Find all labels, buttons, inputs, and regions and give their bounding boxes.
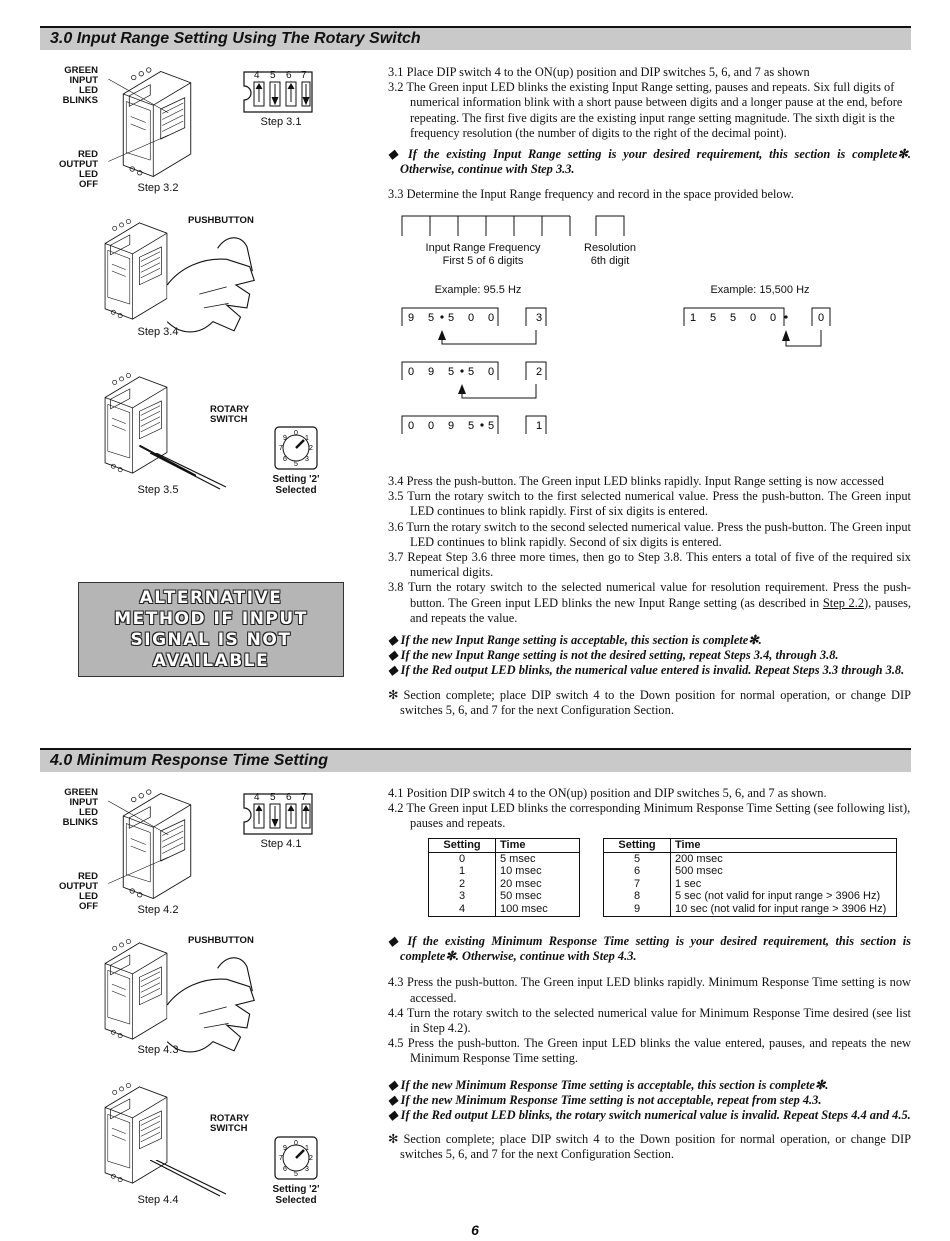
step-3-2-text: 3.2 The Green input LED blinks the existing Input Range setting, pauses and repeats. Six full digits of numerical information blink with a short pause between digits and a longer pause at the end, before repeating. The first five digits are the existing input range setting magnitude. The sixth digit is the frequency resolution (the number of digits to the right of the decimal point).	[388, 80, 903, 140]
section-3-note-2: ◆ If the new Input Range setting is acceptable, this section is complete✻.	[388, 633, 762, 648]
table-row	[429, 890, 579, 903]
example-1-diagram	[398, 304, 568, 440]
step-3-5-caption: Step 3.5	[137, 484, 179, 496]
digit-box: 5	[427, 312, 435, 324]
table-row	[429, 852, 579, 865]
time-cell: 5 sec (not valid for input range > 3906 Hz)	[675, 890, 881, 903]
time-cell: 200 msec	[675, 852, 723, 865]
step-4-1-text: 4.1 Position DIP switch 4 to the ON(up) position and DIP switches 5, 6, and 7 as shown.	[388, 786, 827, 800]
step-4-2-text: 4.2 The Green input LED blinks the corresponding Minimum Response Time Setting (see following list), pauses and repeats.	[388, 801, 911, 831]
example-2-label: Example: 15,500 Hz	[710, 284, 810, 296]
section-4-steps	[388, 934, 911, 1163]
step-4-4-caption: Step 4.4	[137, 1194, 179, 1206]
time-cell: 100 msec	[500, 902, 548, 915]
response-time-table-left: Setting Time 0 5 msec 1 10 msec 2 20 msec 3 50 msec 4 100 msec	[428, 838, 580, 917]
module-illustration-step-4-2	[92, 786, 222, 906]
svg-text:6: 6	[283, 456, 287, 463]
step-3-8-text: 3.8 Turn the rotary switch to the selected numerical value for resolution requirement. Press the push-button. The Green input LED blinks the new Input Range setting (as described in Step 2.2), pauses, and repeats the value.	[388, 580, 912, 625]
digit-box: 1	[689, 312, 697, 324]
digit-box: 5	[447, 312, 455, 324]
digit-box: 9	[407, 312, 415, 324]
example-2-row	[684, 308, 830, 326]
rotary-switch-caption: ROTARY SWITCH	[210, 404, 250, 425]
section-4-note-4: ◆ If the Red output LED blinks, the rotary switch numerical value is invalid. Repeat Steps 4.4 and 4.5.	[388, 1108, 911, 1123]
example-1-row-2	[402, 362, 546, 380]
hand-pressing-icon	[158, 230, 268, 340]
svg-text:2: 2	[309, 445, 313, 452]
decimal-point	[480, 423, 483, 426]
time-cell: 10 msec	[500, 865, 542, 878]
section-3-footnote: ✻ Section complete; place DIP switch 4 to the Down position for normal operation, or change DIP switches 5, 6, and 7 for the next Configuration Section.	[388, 687, 911, 717]
digit-box: 5	[487, 420, 495, 432]
section-3-header	[40, 26, 911, 50]
svg-text:0: 0	[294, 430, 298, 437]
svg-text:7: 7	[279, 445, 283, 452]
section-4-note-1: ◆ If the existing Minimum Response Time setting is your desired requirement, this section is complete✻. Otherwise, continue with Step 4.3.	[388, 934, 911, 964]
digit-box: 1	[535, 420, 543, 432]
digit-box: 9	[427, 366, 435, 378]
resolution-label: Resolution 6th digit	[584, 242, 636, 267]
response-time-table-right: Setting Time 5 200 msec 6 500 msec 7 1 sec 8 5 sec (not valid for input range > 3906 Hz) 9 10 sec (not valid for input range > 3906 Hz)	[603, 838, 897, 917]
green-led-caption-4: GREEN INPUT LED BLINKS	[62, 787, 98, 828]
setting-cell: 4	[429, 903, 496, 916]
step-4-5-text: 4.5 Press the push-button. The Green input LED blinks the value entered, pauses, and repeats the new Minimum Response Time setting.	[388, 1036, 911, 1066]
svg-text:1: 1	[305, 435, 309, 442]
svg-text:3: 3	[305, 1166, 309, 1173]
digit-box: 5	[467, 366, 475, 378]
setting-cell: 1	[429, 865, 496, 878]
example-1-row-1	[402, 308, 546, 326]
setting-cell: 3	[429, 890, 496, 903]
step-4-3-caption: Step 4.3	[137, 1044, 179, 1056]
step-3-1-text: 3.1 Place DIP switch 4 to the ON(up) position and DIP switches 5, 6, and 7 as shown	[388, 65, 810, 79]
decimal-point	[784, 315, 787, 318]
step-3-7-text: 3.7 Repeat Step 3.6 three more times, then go to Step 3.8. This enters a total of five of the required six numerical digits.	[388, 550, 911, 580]
alternative-method-box: ALTERNATIVE METHOD IF INPUT SIGNAL IS NOT AVAILABLE	[78, 582, 344, 677]
step-3-1-caption: Step 3.1	[260, 116, 302, 128]
shift-arrow	[782, 330, 821, 346]
rotary-switch-caption-4: ROTARY SWITCH	[210, 1113, 250, 1134]
svg-text:9: 9	[283, 435, 287, 442]
svg-text:6: 6	[283, 1166, 287, 1173]
step-2-2-link[interactable]: Step 2.2	[822, 595, 865, 610]
input-range-record-boxes	[398, 212, 638, 242]
step-4-1-caption: Step 4.1	[260, 838, 302, 850]
svg-text:5: 5	[294, 461, 298, 468]
module-illustration-step-3-2	[92, 64, 222, 184]
green-led-caption: GREEN INPUT LED BLINKS	[62, 65, 98, 106]
pushbutton-caption: PUSHBUTTON	[188, 215, 254, 226]
pushbutton-caption-4: PUSHBUTTON	[188, 935, 254, 946]
table-row	[429, 878, 579, 891]
digit-box: 0	[407, 366, 415, 378]
rotary-dial-icon-4	[274, 1136, 318, 1180]
section-4-title: 4.0 Minimum Response Time Setting	[50, 752, 328, 769]
rotary-dial-icon	[274, 426, 318, 470]
step-4-3-text: 4.3 Press the push-button. The Green input LED blinks rapidly. Minimum Response Time setting is now accessed.	[388, 975, 911, 1005]
step-3-6-text: 3.6 Turn the rotary switch to the second selected numerical value. Press the push-button. The Green input LED continues to blink rapidly. Second of six digits is entered.	[388, 519, 911, 549]
step-3-3-text: 3.3 Determine the Input Range frequency and record in the space provided below.	[388, 187, 794, 202]
svg-text:3: 3	[305, 456, 309, 463]
setting-cell: 9	[604, 903, 671, 916]
time-cell: 50 msec	[500, 890, 542, 903]
digit-box: 0	[769, 312, 777, 324]
input-range-frequency-label: Input Range Frequency First 5 of 6 digits	[425, 242, 541, 267]
section-3-note-3: ◆ If the new Input Range setting is not the desired setting, repeat Steps 3.4, through 3.8.	[388, 648, 839, 663]
digit-box: 5	[729, 312, 737, 324]
section-4-footnote: ✻ Section complete; place DIP switch 4 to the Down position for normal operation, or change DIP switches 5, 6, and 7 for the next Configuration Section.	[388, 1132, 911, 1162]
setting-cell: 5	[604, 852, 671, 865]
setting-caption-4: Setting '2' Selected	[272, 1184, 320, 1206]
section-3-note-4: ◆ If the Red output LED blinks, the numerical value entered is invalid. Repeat Steps 3.3 through 3.8.	[388, 663, 905, 678]
digit-box: 5	[467, 420, 475, 432]
step-3-4-caption: Step 3.4	[137, 326, 179, 338]
section-4-header	[40, 748, 911, 772]
time-cell: 20 msec	[500, 877, 542, 890]
setting-cell: 8	[604, 890, 671, 903]
section-4-note-2: ◆ If the new Minimum Response Time setting is acceptable, this section is complete✻.	[388, 1077, 829, 1092]
step-4-2-caption: Step 4.2	[137, 904, 179, 916]
digit-box: 5	[447, 366, 455, 378]
step-4-4-text: 4.4 Turn the rotary switch to the selected numerical value for Minimum Response Time desired (see list in Step 4.2).	[388, 1005, 911, 1036]
time-cell: 1 sec	[675, 877, 702, 890]
section-4-figures: GREEN INPUT LED BLINKS RED OUTPUT LED OFF Step 4.2 4 5 6 7 Step 4.1 PUSHBUTTON Step 4.3 ROTARY SWITCH 0 1 2 3 5 6 7 9 Setting '2' Selected Step 4.4	[40, 780, 380, 1210]
svg-text:1: 1	[305, 1145, 309, 1152]
digit-box: 0	[407, 420, 415, 432]
setting-caption: Setting '2' Selected	[272, 474, 320, 496]
section-3-intro	[388, 65, 911, 203]
digit-box: 0	[487, 366, 495, 378]
setting-cell: 7	[604, 878, 671, 891]
table-row	[604, 903, 896, 916]
setting-cell: 2	[429, 878, 496, 891]
table-row	[604, 890, 896, 903]
red-led-caption-4: RED OUTPUT LED OFF	[58, 871, 98, 912]
page-number: 6	[471, 1222, 479, 1238]
time-cell: 5 msec	[500, 852, 536, 865]
section-3-title: 3.0 Input Range Setting Using The Rotary Switch	[50, 30, 421, 47]
digit-box: 0	[467, 312, 475, 324]
digit-box: 5	[709, 312, 717, 324]
table-row	[604, 865, 896, 878]
digit-box: 0	[749, 312, 757, 324]
red-led-caption: RED OUTPUT LED OFF	[58, 149, 98, 190]
digit-box: 0	[487, 312, 495, 324]
step-3-5-text: 3.5 Turn the rotary switch to the first selected numerical value. Press the push-button. The Green input LED continues to blink rapidly. First of six digits is entered.	[388, 489, 911, 519]
table-row	[429, 865, 579, 878]
section-3-note-1: ◆ If the existing Input Range setting is your desired requirement, this section is complete✻. Otherwise, continue with Step 3.3.	[388, 147, 911, 177]
decimal-point	[460, 369, 463, 372]
step-3-4-text: 3.4 Press the push-button. The Green input LED blinks rapidly. Input Range setting is now accessed	[388, 474, 884, 488]
svg-text:0: 0	[294, 1140, 298, 1147]
decimal-point	[440, 315, 443, 318]
digit-box: 0	[817, 312, 825, 324]
time-cell: 500 msec	[675, 865, 723, 878]
example-1-row-3	[402, 416, 546, 434]
section-3-steps	[388, 474, 911, 718]
shift-arrow	[458, 384, 536, 398]
table-row	[604, 852, 896, 865]
section-3-figures: GREEN INPUT LED BLINKS RED OUTPUT LED OFF Step 3.2 4 5 6 7 Step 3.1 PUSHBUTTON Step 3.4 ROTARY SWITCH 0 1 2 3 5 6 7 9 Setting '2' Selected Step 3.5	[40, 58, 380, 748]
svg-text:5: 5	[294, 1171, 298, 1178]
setting-cell: 0	[429, 852, 496, 865]
digit-box: 0	[427, 420, 435, 432]
svg-text:2: 2	[309, 1155, 313, 1162]
digit-box: 2	[535, 366, 543, 378]
svg-text:9: 9	[283, 1145, 287, 1152]
shift-arrow	[438, 330, 536, 344]
digit-box: 9	[447, 420, 455, 432]
svg-text:7: 7	[279, 1155, 283, 1162]
table-row	[604, 878, 896, 891]
table-row	[429, 903, 579, 916]
setting-cell: 6	[604, 865, 671, 878]
example-1-label: Example: 95.5 Hz	[434, 284, 522, 296]
example-2-diagram	[680, 304, 840, 354]
digit-box: 3	[535, 312, 543, 324]
time-cell: 10 sec (not valid for input range > 3906 Hz)	[675, 902, 887, 915]
section-4-note-3: ◆ If the new Minimum Response Time setting is not acceptable, repeat from step 4.3.	[388, 1092, 822, 1107]
step-3-2-caption: Step 3.2	[137, 182, 179, 194]
section-4-intro	[388, 786, 911, 832]
